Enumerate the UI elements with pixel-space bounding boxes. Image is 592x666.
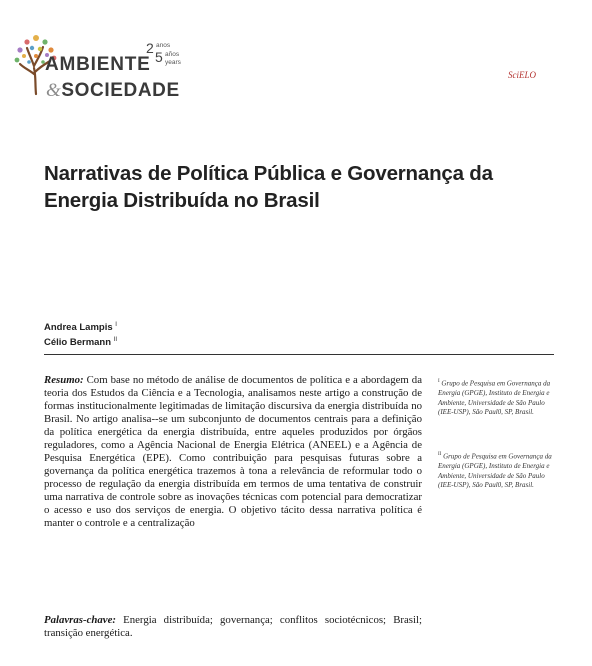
abstract-paragraph (44, 374, 422, 530)
abstract-text: Com base no método de análise de documentos de política e a abordagem da teoria dos Estudos da Ciência e a Tecnologia, analisamos neste artigo a construção de formas institucionalmente legitimadas de limitação discursiva da energia distribuída no Brasil. No artigo analisa--se um subconjunto de documentos centrais para a definição da política energética da energia distribuída, entre aqueles produzidos por órgãos reguladores, como a Agência Nacional de Energia Elétrica (ANEEL) e a Agência de Pesquisa Energética (EPE). Como contribuição para pesquisas futuras sobre a governança da política energética trazemos à tona a relevância de reformular todo o processo de regulação da energia distribuída em termos de uma tentativa de construir uma narrativa de controle sobre as inovações técnicas com potencial para democratizar o acesso e uso dos serviços de energia. O objetivo tácito dessa narrativa política é manter o controle e a centralização (44, 374, 422, 529)
author-item (44, 319, 117, 334)
abstract-label: Resumo: (44, 374, 84, 386)
keywords-paragraph (44, 614, 422, 640)
journal-name-line2 (46, 80, 180, 102)
article-title: Narrativas de Política Pública e Governança da Energia Distribuída no Brasil (44, 162, 493, 212)
anniversary-word-anos: anos (156, 42, 171, 49)
author-list (44, 319, 117, 349)
author-item (44, 334, 117, 349)
keywords-label: Palavras-chave: (44, 614, 116, 626)
author-name: Célio Bermann (44, 337, 112, 349)
author-mark: I (115, 322, 117, 328)
anniversary-digit-1: 2 (146, 40, 154, 56)
journal-name-line1: AMBIENTE (45, 54, 151, 75)
author-name: Andrea Lampis (44, 322, 113, 334)
anniversary-word-anos-es: años (165, 51, 180, 58)
affiliation-text: Grupo de Pesquisa em Governança da Energia (GPGE), Instituto de Energia e Ambiente, Universidade de São Paulo (IEE-USP), São Paul0, SP, Brasil. (438, 379, 551, 417)
keywords-text: Energia distribuída; governança; conflitos sociotécnicos; Brasil; transição energética. (44, 614, 422, 639)
header-divider (44, 354, 554, 355)
anniversary-word-years: years (165, 59, 181, 66)
affiliation-mark: II (438, 452, 442, 457)
affiliation-text: Grupo de Pesquisa em Governança da Energia (GPGE), Instituto de Energia e Ambiente, Universidade de São Paulo (IEE-USP), São Paul0, SP, Brasil. (438, 452, 552, 490)
journal-ampersand: & (46, 80, 62, 101)
affiliation-note (438, 450, 556, 491)
scielo-logo: SciELO (508, 70, 536, 80)
journal-name-line2-text: SOCIEDADE (61, 80, 180, 101)
author-mark: II (113, 337, 118, 344)
anniversary-badge (146, 40, 188, 70)
affiliation-note (438, 377, 556, 418)
anniversary-digit-2: 5 (155, 49, 163, 65)
affiliation-mark: I (438, 379, 440, 384)
